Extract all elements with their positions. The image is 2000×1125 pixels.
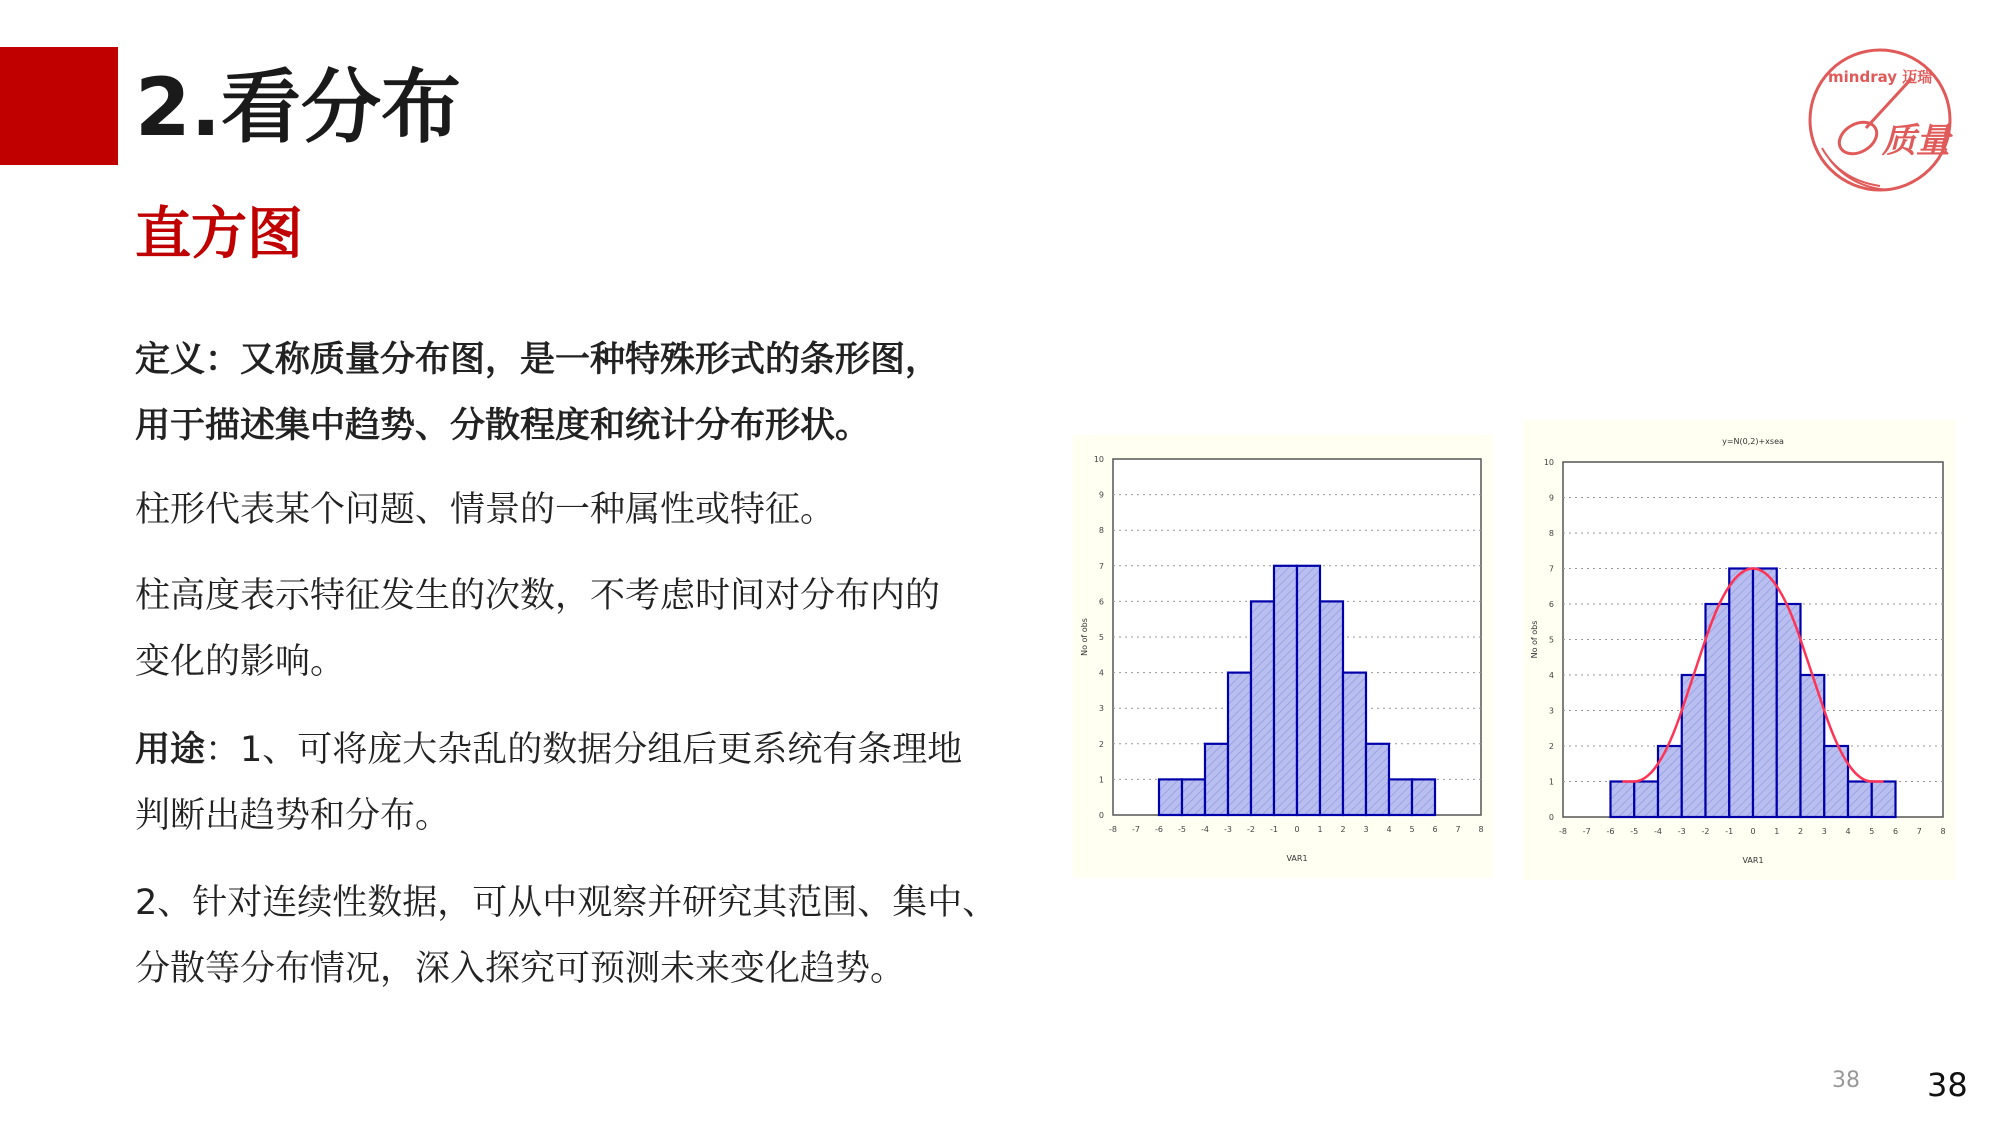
- histogram-bar: [1389, 779, 1412, 815]
- histogram-bar: [1611, 782, 1635, 818]
- title-accent-bar: [0, 47, 118, 165]
- y-tick-label: 10: [1093, 455, 1104, 464]
- x-tick-label: -1: [1270, 825, 1278, 834]
- y-tick-label: 9: [1548, 493, 1554, 503]
- y-tick-label: 5: [1548, 635, 1554, 645]
- histogram-bar: [1634, 782, 1658, 818]
- x-tick-label: 5: [1409, 825, 1415, 834]
- y-tick-label: 8: [1548, 529, 1554, 538]
- x-axis-label: VAR1: [1286, 854, 1308, 863]
- x-tick-label: -8: [1559, 827, 1567, 836]
- y-tick-label: 3: [1548, 706, 1554, 716]
- y-tick-label: 10: [1543, 458, 1554, 467]
- x-tick-label: 0: [1294, 825, 1300, 834]
- histogram-bar: [1366, 744, 1389, 815]
- x-tick-label: 0: [1750, 827, 1756, 836]
- usage-line-2: 判断出趋势和分布。: [135, 796, 451, 836]
- logo-brand-text: mindray 迈瑞: [1828, 68, 1933, 86]
- x-tick-label: 6: [1432, 825, 1438, 834]
- x-tick-label: -1: [1725, 827, 1734, 836]
- paragraph-height-line-2: 变化的影响。: [135, 642, 346, 682]
- x-tick-label: -2: [1247, 825, 1255, 834]
- page-number: 38: [1927, 1066, 1968, 1104]
- histogram-bar: [1320, 601, 1343, 815]
- x-tick-label: 6: [1892, 827, 1899, 836]
- histogram-bar: [1343, 673, 1366, 815]
- x-tick-label: 8: [1940, 827, 1946, 836]
- histogram-1-svg: [1073, 435, 1493, 878]
- x-tick-label: -7: [1582, 827, 1591, 836]
- x-tick-label: -6: [1606, 827, 1615, 836]
- histogram-bar: [1182, 779, 1205, 815]
- y-tick-label: 6: [1098, 597, 1104, 607]
- paragraph-bar-meaning: 柱形代表某个问题、情景的一种属性或特征。: [135, 490, 836, 530]
- histogram-bar: [1274, 566, 1297, 815]
- histogram-bar: [1205, 744, 1228, 815]
- histogram-bar: [1848, 782, 1872, 818]
- histogram-2-svg: [1523, 420, 1955, 880]
- x-tick-label: 3: [1363, 825, 1369, 834]
- paragraph-height-line-1: 柱高度表示特征发生的次数，不考虑时间对分布内的: [135, 576, 941, 616]
- x-axis-label: VAR1: [1742, 856, 1764, 865]
- x-tick-label: -3: [1677, 827, 1686, 836]
- x-tick-label: -8: [1109, 825, 1117, 834]
- x-tick-label: 1: [1774, 827, 1780, 836]
- usage-label: 用途: [135, 730, 206, 770]
- histogram-bar: [1412, 779, 1435, 815]
- x-tick-label: 2: [1797, 827, 1804, 836]
- x-tick-label: -6: [1155, 825, 1163, 834]
- y-tick-label: 4: [1548, 671, 1554, 680]
- histogram-bar: [1777, 604, 1801, 817]
- x-tick-label: 8: [1478, 825, 1484, 834]
- usage2-line-1: 2、针对连续性数据，可从中观察并研究其范围、集中、: [135, 883, 998, 923]
- x-tick-label: 3: [1821, 827, 1827, 836]
- usage-line-1: [135, 717, 1055, 783]
- y-tick-label: 0: [1548, 813, 1554, 822]
- y-tick-label: 7: [1098, 561, 1104, 571]
- histogram-chart-1: [1073, 435, 1493, 878]
- histogram-bar: [1872, 782, 1896, 818]
- y-axis-label: No of obs: [1080, 618, 1089, 656]
- y-tick-label: 7: [1548, 564, 1554, 574]
- usage2-line-2: 分散等分布情况，深入探究可预测未来变化趋势。: [135, 949, 906, 989]
- y-tick-label: 1: [1098, 775, 1104, 785]
- x-tick-label: 7: [1455, 825, 1461, 834]
- x-tick-label: -7: [1132, 825, 1140, 834]
- y-tick-label: 3: [1098, 704, 1104, 714]
- histogram-chart-2: [1523, 420, 1955, 880]
- y-tick-label: 1: [1548, 777, 1554, 787]
- histogram-bar: [1297, 566, 1320, 815]
- x-tick-label: 7: [1916, 827, 1922, 836]
- x-tick-label: 5: [1869, 827, 1875, 836]
- histogram-bar: [1706, 604, 1730, 817]
- histogram-bar: [1753, 569, 1777, 818]
- y-tick-label: 2: [1548, 742, 1554, 751]
- histogram-bar: [1159, 779, 1182, 815]
- chart-title: y=N(0,2)+xsea: [1722, 437, 1784, 446]
- x-tick-label: 2: [1340, 825, 1346, 834]
- histogram-bar: [1228, 673, 1251, 815]
- x-tick-label: -3: [1224, 825, 1232, 834]
- y-tick-label: 4: [1098, 668, 1104, 678]
- x-tick-label: 4: [1845, 827, 1851, 836]
- y-tick-label: 2: [1098, 739, 1104, 749]
- y-tick-label: 9: [1098, 490, 1104, 500]
- page-number-small: 38: [1832, 1068, 1860, 1093]
- logo-guitar-icon: [1834, 116, 1883, 160]
- x-tick-label: -4: [1201, 825, 1209, 834]
- x-tick-label: 4: [1386, 825, 1392, 834]
- x-tick-label: -5: [1630, 827, 1639, 836]
- y-tick-label: 6: [1548, 600, 1554, 609]
- logo-seal-text: 质量: [1882, 121, 1950, 161]
- slide-title: 2.看分布: [135, 61, 462, 154]
- histogram-bar: [1729, 569, 1753, 818]
- x-tick-label: -5: [1178, 825, 1186, 834]
- y-tick-label: 8: [1098, 526, 1104, 536]
- slide-subtitle: 直方图: [135, 202, 303, 267]
- usage-text-1: ：1、可将庞大杂乱的数据分组后更系统有条理地: [205, 730, 963, 770]
- x-tick-label: -4: [1654, 827, 1662, 836]
- y-tick-label: 0: [1098, 811, 1104, 820]
- y-axis-label: No of obs: [1530, 620, 1539, 659]
- definition-line-1: 定义：又称质量分布图，是一种特殊形式的条形图，: [135, 340, 941, 380]
- y-tick-label: 5: [1098, 633, 1104, 642]
- histogram-bar: [1251, 601, 1274, 815]
- definition-line-2: 用于描述集中趋势、分散程度和统计分布形状。: [135, 406, 871, 446]
- mindray-quality-logo: [1800, 40, 1960, 200]
- x-tick-label: 1: [1317, 825, 1323, 834]
- x-tick-label: -2: [1701, 827, 1710, 836]
